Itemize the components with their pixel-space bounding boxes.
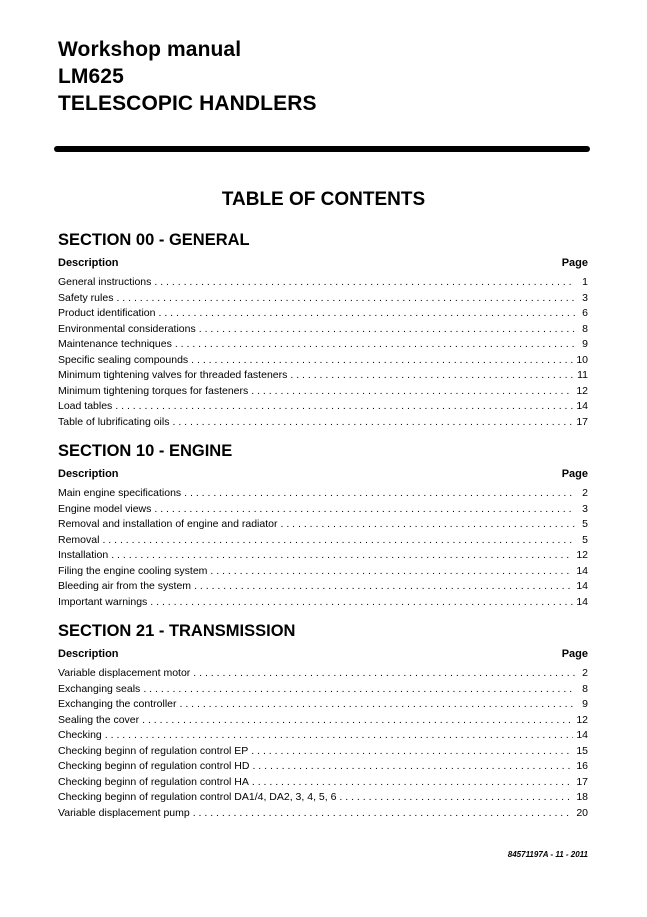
toc-entry[interactable] [58,564,588,580]
toc-entry-page: 9 [582,338,588,350]
toc-entry[interactable] [58,533,588,549]
toc-entry-page: 14 [576,580,588,592]
toc-entry-label: Product identification [58,307,156,319]
toc-entry[interactable] [58,790,588,806]
dot-leader [251,744,573,760]
toc-entry[interactable] [58,399,588,415]
dot-leader [280,517,575,533]
toc-entry[interactable] [58,728,588,744]
toc-entry[interactable] [58,275,588,291]
toc-entry-label: Exchanging the controller [58,698,177,710]
toc-entry[interactable] [58,368,588,384]
toc-entry-page: 9 [582,698,588,710]
toc-entry[interactable] [58,502,588,518]
toc-entry[interactable] [58,775,588,791]
toc-entry-label: Sealing the cover [58,713,140,726]
toc-entry-label: Minimum tightening torques for fasteners [58,384,249,397]
toc-entry-page: 6 [582,307,588,319]
toc-entry-label: Filing the engine cooling system [58,564,208,577]
dot-leader [290,368,574,384]
dot-leader [175,337,575,353]
page-header: Page [561,468,588,480]
toc-entry-label: Removal [58,533,100,546]
toc-entry-label: Environmental considerations [58,322,196,335]
toc-entry-label: Checking beginn of regulation control HD [58,760,250,772]
toc-entry-page: 8 [582,322,588,335]
toc-entry-label: Installation [58,549,109,561]
toc-title: TABLE OF CONTENTS [221,189,426,210]
description-header: Description [58,648,119,660]
toc-entry-label: Checking [58,729,102,741]
toc-entry-label: Safety rules [58,291,114,304]
toc-entry[interactable] [58,322,588,338]
toc-entry-list [58,486,588,610]
dot-leader [184,486,575,502]
toc-entry[interactable] [58,666,588,682]
toc-entry-page: 12 [576,713,588,726]
toc-entry-page: 2 [582,667,588,679]
toc-entry-page: 10 [576,353,588,366]
toc-entry[interactable] [58,306,588,322]
toc-entry-list [58,275,588,430]
toc-entry-page: 3 [582,502,588,515]
toc-entry-page: 5 [582,533,588,546]
dot-leader [105,728,574,744]
toc-entry-list [58,666,588,821]
section-00 [58,229,588,430]
toc-entry-page: 14 [576,595,588,608]
toc-entry[interactable] [58,486,588,502]
column-header [58,254,588,272]
toc-entry[interactable] [58,517,588,533]
dot-leader [172,415,573,431]
description-header: Description [58,468,119,480]
toc-entry[interactable] [58,595,588,611]
header-rule [54,146,590,152]
toc-entry[interactable] [58,713,588,729]
toc-entry-label: Checking beginn of regulation control HA [58,775,249,788]
toc-entry-label: Checking beginn of regulation control EP [58,744,249,757]
column-header [58,465,588,483]
toc-entry-page: 16 [576,760,588,772]
toc-entry-page: 17 [576,775,588,788]
toc-entry-page: 3 [582,291,588,304]
toc-entry-page: 8 [582,682,588,695]
dot-leader [143,682,575,698]
dot-leader [154,502,575,518]
section-title: SECTION 10 - ENGINE [58,442,233,460]
toc-entry-label: Maintenance techniques [58,338,172,350]
toc-entry-page: 17 [576,415,588,428]
dot-leader [199,322,575,338]
toc-entry-label: Bleeding air from the system [58,580,192,592]
title-line-1: Workshop manual [58,38,242,61]
toc-entry-page: 20 [576,806,588,819]
toc-entry[interactable] [58,291,588,307]
dot-leader [158,306,575,322]
dot-leader [116,291,575,307]
dot-leader [111,548,573,564]
toc-entry-label: Minimum tightening valves for threaded fasteners [58,369,288,381]
dot-leader [193,666,575,682]
toc-entry-label: Load tables [58,400,113,412]
description-header: Description [58,257,119,269]
toc-entry-label: General instructions [58,276,152,288]
toc-entry[interactable] [58,697,588,713]
dot-leader [142,713,573,729]
toc-entry[interactable] [58,353,588,369]
toc-entry[interactable] [58,337,588,353]
toc-entry[interactable] [58,759,588,775]
section-title: SECTION 21 - TRANSMISSION [58,622,296,640]
dot-leader [252,759,573,775]
toc-entry-page: 12 [576,549,588,561]
dot-leader [154,275,575,291]
page-header: Page [561,257,588,269]
title-line-3: TELESCOPIC HANDLERS [58,92,317,115]
toc-entry-page: 15 [576,744,588,757]
dot-leader [252,775,573,791]
dot-leader [180,697,576,713]
toc-entry-page: 1 [582,276,588,288]
toc-entry-page: 14 [576,564,588,577]
toc-entry-label: Table of lubrificating oils [58,415,170,428]
toc-entry[interactable] [58,744,588,760]
dot-leader [194,579,573,595]
section-title: SECTION 00 - GENERAL [58,231,250,249]
toc-entry-label: Engine model views [58,502,152,515]
toc-entry[interactable] [58,682,588,698]
toc-entry-label: Variable displacement pump [58,806,190,819]
title-line-2: LM625 [58,65,124,88]
document-title [58,36,317,117]
toc-entry[interactable] [58,806,588,822]
dot-leader [210,564,573,580]
toc-entry-label: Main engine specifications [58,487,182,499]
toc-entry-page: 5 [582,518,588,530]
dot-leader [102,533,575,549]
toc-entry-label: Checking beginn of regulation control DA1/4, DA2, 3, 4, 5, 6 [58,791,337,803]
toc-entry-label: Removal and installation of engine and radiator [58,518,278,530]
toc-entry[interactable] [58,579,588,595]
column-header [58,645,588,663]
toc-entry-label: Variable displacement motor [58,667,191,679]
dot-leader [193,806,574,822]
dot-leader [150,595,573,611]
document-footer: 84571197A - 11 - 2011 [507,850,588,859]
toc-entry-page: 12 [576,384,588,397]
toc-entry-page: 18 [576,791,588,803]
dot-leader [251,384,573,400]
toc-entry-page: 2 [582,487,588,499]
dot-leader [191,353,573,369]
toc-entry-page: 14 [576,400,588,412]
toc-entry-label: Exchanging seals [58,682,141,695]
section-21 [58,620,588,821]
dot-leader [115,399,573,415]
toc-entry[interactable] [58,548,588,564]
toc-entry-label: Specific sealing compounds [58,353,189,366]
toc-entry[interactable] [58,415,588,431]
toc-entry-label: Important warnings [58,595,148,608]
toc-entry-page: 11 [577,369,588,381]
page-header: Page [561,648,588,660]
toc-entry[interactable] [58,384,588,400]
section-10 [58,440,588,610]
dot-leader [339,790,573,806]
toc-entry-page: 14 [576,729,588,741]
